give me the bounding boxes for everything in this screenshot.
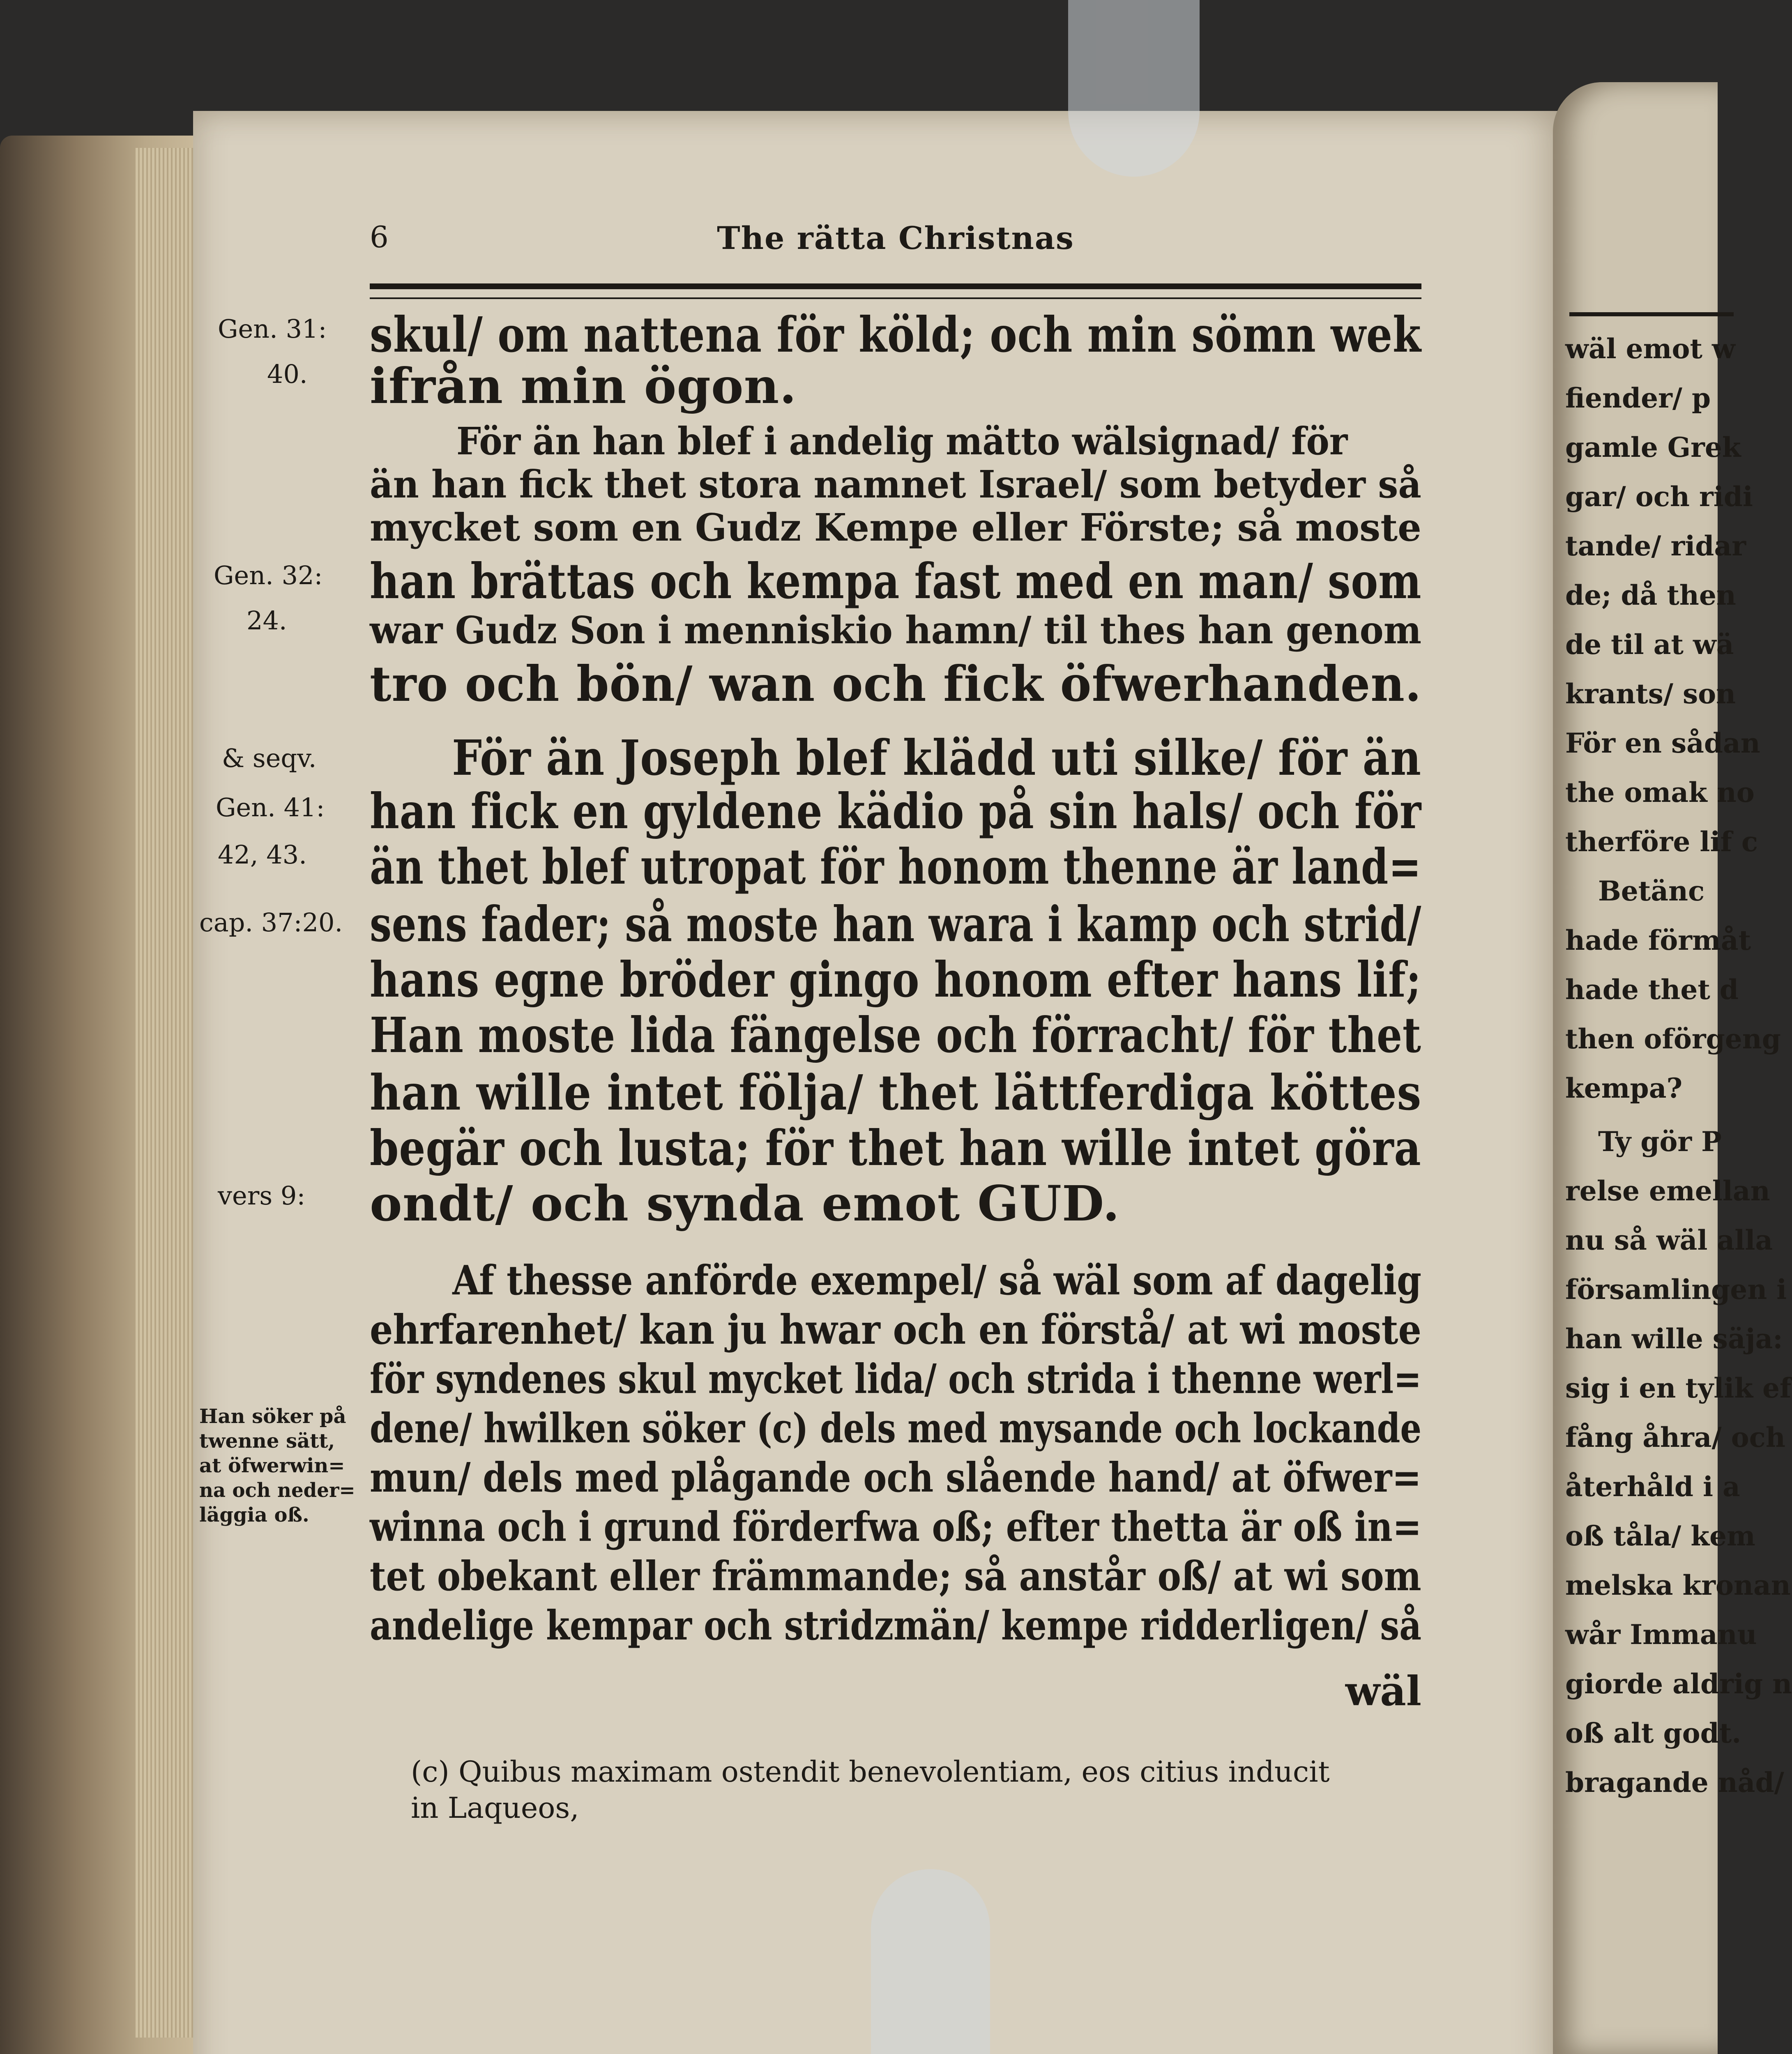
book-page-right [1553,82,1792,2054]
margin-ref-gen41: Gen. 41: [216,792,325,822]
right-page-line: tande/ ridar [1565,530,1746,562]
side-note-line: at öfwerwin= [199,1454,345,1477]
text-line: dene/ hwilken söker (c) dels med mysande och lockande [370,1405,1421,1452]
right-page-line: wäl emot w [1565,333,1735,365]
right-page-line: För en sådan [1565,727,1760,759]
catchword: wäl [1345,1668,1421,1715]
running-title: The rätta Christnas [717,220,1074,256]
right-page-line: Betänc [1598,875,1705,907]
right-page-line: nu så wäl alla [1565,1224,1773,1256]
text-line: Af thesse anförde exempel/ så wäl som af dagelig [452,1257,1422,1304]
right-page-line: gamle Grek [1565,431,1741,463]
right-page-line: giorde aldrig n [1565,1668,1792,1700]
page-clip-top [1068,0,1200,177]
right-page-line: relse emellan [1565,1175,1770,1207]
margin-ref-seqv: & seqv. [222,743,317,773]
text-line: ondt/ och synda emot GUD. [370,1175,1120,1232]
right-page-line: wår Immanu [1565,1619,1757,1651]
text-line: För än han blef i andelig mätto wälsignad/ för [456,419,1348,463]
page-clip-bottom [871,1869,990,2054]
text-line: winna och i grund förderfwa oß; efter thetta är oß in= [370,1504,1422,1551]
right-page-line: sig i en tylik ef [1565,1372,1792,1404]
side-note-line: läggia oß. [199,1504,309,1527]
page-header [370,220,1421,265]
side-note-line: Han söker på [199,1405,346,1428]
right-page-line: kempa? [1565,1072,1683,1104]
right-page-line: bragande nåd/ [1565,1766,1784,1798]
text-line: för syndenes skul mycket lida/ och strida i thenne werl= [370,1356,1422,1403]
margin-ref-cap37: cap. 37:20. [199,907,343,937]
margin-ref-gen32: Gen. 32: [214,560,323,590]
text-line: begär och lusta; för thet han wille intet göra [370,1119,1421,1177]
right-page-line: hade förmåt [1565,924,1751,956]
text-line: hans egne bröder gingo honom efter hans lif; [370,951,1421,1008]
page-stack [136,148,201,2038]
text-line: han brättas och kempa fast med en man/ som [370,553,1422,610]
text-line: För än Joseph blef klädd uti silke/ för än [452,729,1421,786]
right-page-line: återhåld i a [1565,1471,1740,1503]
text-line: skul/ om nattena för köld; och min sömn wek [370,306,1421,363]
page-number: 6 [370,220,389,254]
right-page-line: hade thet d [1565,974,1739,1006]
text-line: mun/ dels med plågande och slående hand/ at öfwer= [370,1454,1421,1501]
text-line: war Gudz Son i menniskio hamn/ til thes han genom [370,608,1421,652]
right-page-line: de til at wä [1565,629,1734,661]
right-page-line: fiender/ p [1565,382,1711,414]
margin-ref-gen31: Gen. 31: [218,314,327,344]
text-line: tro och bön/ wan och fick öfwerhanden. [370,655,1422,712]
text-line: han fick en gyldene kädio på sin hals/ och för [370,783,1422,840]
text-line: mycket som en Gudz Kempe eller Förste; så moste [370,505,1421,550]
text-line: Han moste lida fängelse och förracht/ för thet [370,1006,1421,1064]
margin-ref-v40: 40. [267,359,308,389]
right-page-line: Ty gör P [1598,1126,1722,1158]
text-line: han wille intet följa/ thet lättferdiga köttes [370,1064,1422,1121]
right-page-line: krants/ son [1565,678,1736,710]
header-rule [370,283,1421,299]
text-line: än han fick thet stora namnet Israel/ som betyder så [370,462,1421,507]
right-page-line: the omak no [1565,776,1755,808]
right-page-rule [1569,312,1734,316]
text-line: sens fader; så moste han wara i kamp och strid/ [370,896,1422,953]
text-line: andelige kempar och stridzmän/ kempe ridderligen/ så [370,1602,1422,1649]
right-page-line: oß alt godt. [1565,1717,1741,1749]
right-page-line: fång åhra/ och [1565,1421,1785,1453]
right-page-line: församlingen i [1565,1273,1787,1306]
right-page-line: han wille säja: [1565,1323,1783,1355]
right-page-line: de; då then [1565,579,1736,611]
right-page-line: melska kronan [1565,1569,1791,1601]
footnote [411,1754,1421,1826]
text-line: ehrfarenhet/ kan ju hwar och en förstå/ at wi moste [370,1306,1421,1354]
footnote-line: (c) Quibus maximam ostendit benevolentiam, eos citius inducit [411,1755,1330,1789]
side-note-line: twenne sätt, [199,1430,335,1453]
margin-ref-vers9: vers 9: [218,1181,306,1211]
right-page-line: then oförgeng [1565,1023,1781,1055]
right-page-line: oß tåla/ kem [1565,1520,1755,1552]
margin-ref-v42: 42, 43. [218,840,307,870]
right-page-line: therföre lif c [1565,826,1758,858]
right-page-line: gar/ och ridi [1565,481,1753,513]
text-line: tet obekant eller främmande; så anstår oß/ at wi som [370,1553,1421,1600]
text-line: än thet blef utropat för honom thenne är land= [370,838,1422,895]
side-note-line: na och neder= [199,1479,355,1502]
footnote-line: in Laqueos, [411,1791,579,1825]
text-line: ifrån min ögon. [370,357,797,414]
margin-ref-v24: 24. [246,606,287,636]
